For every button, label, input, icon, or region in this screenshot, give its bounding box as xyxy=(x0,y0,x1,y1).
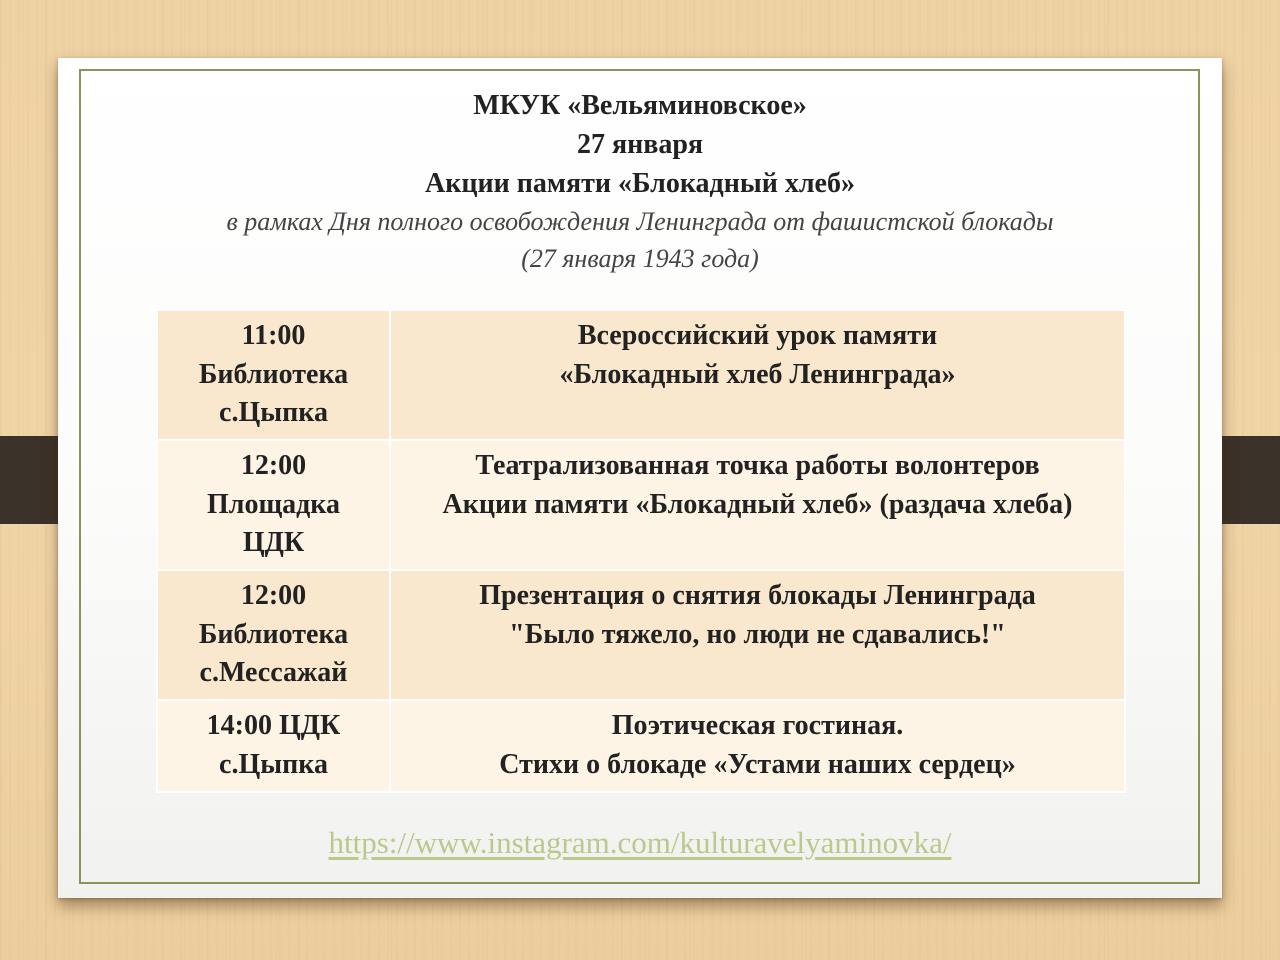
time-text: 11:00 xyxy=(241,320,306,351)
description-line: Поэтическая гостиная. xyxy=(611,710,904,741)
description-line: Всероссийский урок памяти xyxy=(577,320,938,351)
village-text: с.Цыпка xyxy=(219,748,328,780)
event-subtitle-date: (27 января 1943 года) xyxy=(521,244,759,273)
paper-card xyxy=(58,58,1222,898)
village-text: с.Цыпка xyxy=(219,397,328,428)
table-row xyxy=(157,440,1125,570)
event-title: Акции памяти «Блокадный хлеб» xyxy=(425,168,855,199)
description-cell xyxy=(390,570,1125,700)
heading-block xyxy=(58,86,1222,277)
place-text: Библиотека xyxy=(198,618,349,650)
table-row xyxy=(157,310,1125,440)
description-line: "Было тяжело, но люди не сдавались!" xyxy=(509,618,1006,650)
description-cell xyxy=(390,700,1125,792)
description-line: Презентация о снятия блокады Ленинграда xyxy=(479,580,1036,611)
organization-title: МКУК «Вельяминовское» xyxy=(473,90,807,121)
table-row xyxy=(157,700,1125,792)
time-text: 12:00 xyxy=(240,580,307,611)
event-date: 27 января xyxy=(576,129,704,160)
time-text: 12:00 xyxy=(240,450,307,481)
event-subtitle: в рамках Дня полного освобождения Ленинграда от фашистской блокады xyxy=(226,207,1054,236)
village-text: с.Мессажай xyxy=(199,657,348,688)
time-place-cell xyxy=(157,440,390,570)
description-cell xyxy=(390,310,1125,440)
description-line: Акции памяти «Блокадный хлеб» (раздача хлеба) xyxy=(442,488,1073,520)
village-text: ЦДК xyxy=(242,527,305,558)
table-row xyxy=(157,570,1125,700)
schedule-table xyxy=(156,309,1126,793)
place-text: Библиотека xyxy=(198,358,349,390)
place-text: Площадка xyxy=(207,488,340,520)
description-line: «Блокадный хлеб Ленинграда» xyxy=(559,358,956,390)
instagram-link[interactable]: https://www.instagram.com/kulturavelyaminovka/ xyxy=(328,825,952,860)
time-place-cell xyxy=(157,310,390,440)
description-line: Театрализованная точка работы волонтеров xyxy=(475,450,1040,481)
time-text: 14:00 ЦДК xyxy=(206,710,341,741)
time-place-cell xyxy=(157,700,390,792)
time-place-cell xyxy=(157,570,390,700)
description-line: Стихи о блокаде «Устами наших сердец» xyxy=(499,748,1016,780)
description-cell xyxy=(390,440,1125,570)
